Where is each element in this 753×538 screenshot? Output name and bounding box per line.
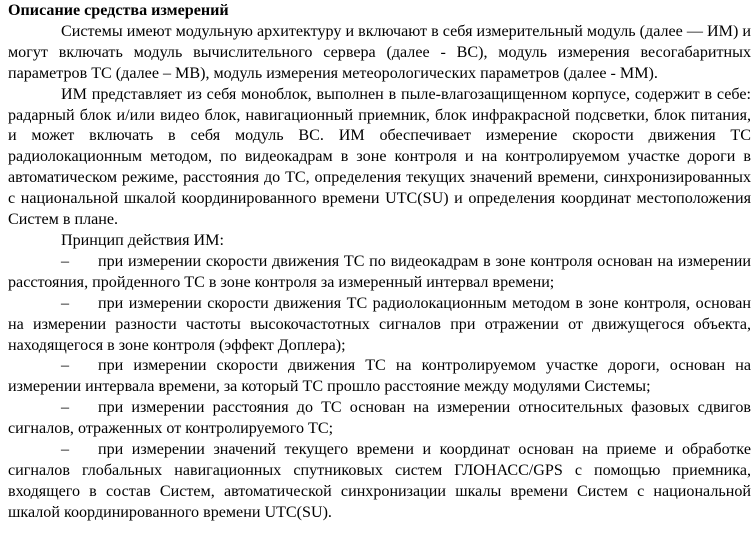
list-item — [8, 398, 751, 440]
list-dash: – — [61, 441, 70, 459]
paragraph-architecture: Системы имеют модульную архитектуру и включают в себя измерительный модуль (далее — ИМ) и могут включать модуль вычислительного сервера (далее - ВС), модуль измерения весогабаритных параметров ТС (далее – МВ), модуль измерения метеорологических параметров (далее - ММ). — [8, 22, 751, 82]
section-heading: Описание средства измерений — [8, 2, 229, 19]
list-dash: – — [61, 357, 70, 375]
list-item-text: при измерении скорости движения ТС радиолокационным методом в зоне контроля, основан на измерении разности частоты высокочастотных сигналов при отражении от движущегося объекта, находящегося в зоне контроля (эффект Доплера); — [8, 294, 751, 354]
list-item — [8, 252, 751, 294]
list-item — [8, 356, 751, 398]
list-item-text: при измерении значений текущего времени и координат основан на приеме и обработке сигналов глобальных навигационных спутниковых систем ГЛОНАСС/GPS с помощью приемника, входящего в состав Систем, автоматической синхронизации шкалы времени Систем с национальной шкалой координированного времени UTC(SU). — [8, 441, 751, 521]
list-dash: – — [61, 399, 70, 417]
list-item-text: при измерении расстояния до ТС основан на измерении относительных фазовых сдвигов сигналов, отраженных от контролируемого ТС; — [8, 399, 751, 438]
list-dash: – — [61, 252, 70, 270]
list-item-text: при измерении скорости движения ТС на контролируемом участке дороги, основан на измерении интервала времени, за который ТС прошло расстояние между модулями Системы; — [8, 357, 751, 396]
list-item-text: при измерении скорости движения ТС по видеокадрам в зоне контроля основан на измерении расстояния, пройденного ТС в зоне контроля за измеренный интервал времени; — [8, 252, 751, 291]
list-item — [8, 440, 751, 524]
list-item — [8, 294, 751, 357]
paragraph-principle-intro: Принцип действия ИМ: — [61, 231, 224, 249]
paragraph-im-description: ИМ представляет из себя моноблок, выполнен в пыле-влагозащищенном корпусе, содержит в себе: радарный блок и/или видео блок, навигационный приемник, блок инфракрасной подсветки, блок питания, и может включать в себя модуль ВС. ИМ обеспечивает измерение скорости движения ТС радиолокационным методом, по видеокадрам в зоне контроля и на контролируемом участке дороги в автоматическом режиме, расстояния до ТС, определения текущих значений времени, синхронизированных с национальной шкалой координированного времени UTC(SU) и определения координат местоположения Систем в плане. — [8, 85, 751, 229]
list-dash: – — [61, 294, 70, 312]
